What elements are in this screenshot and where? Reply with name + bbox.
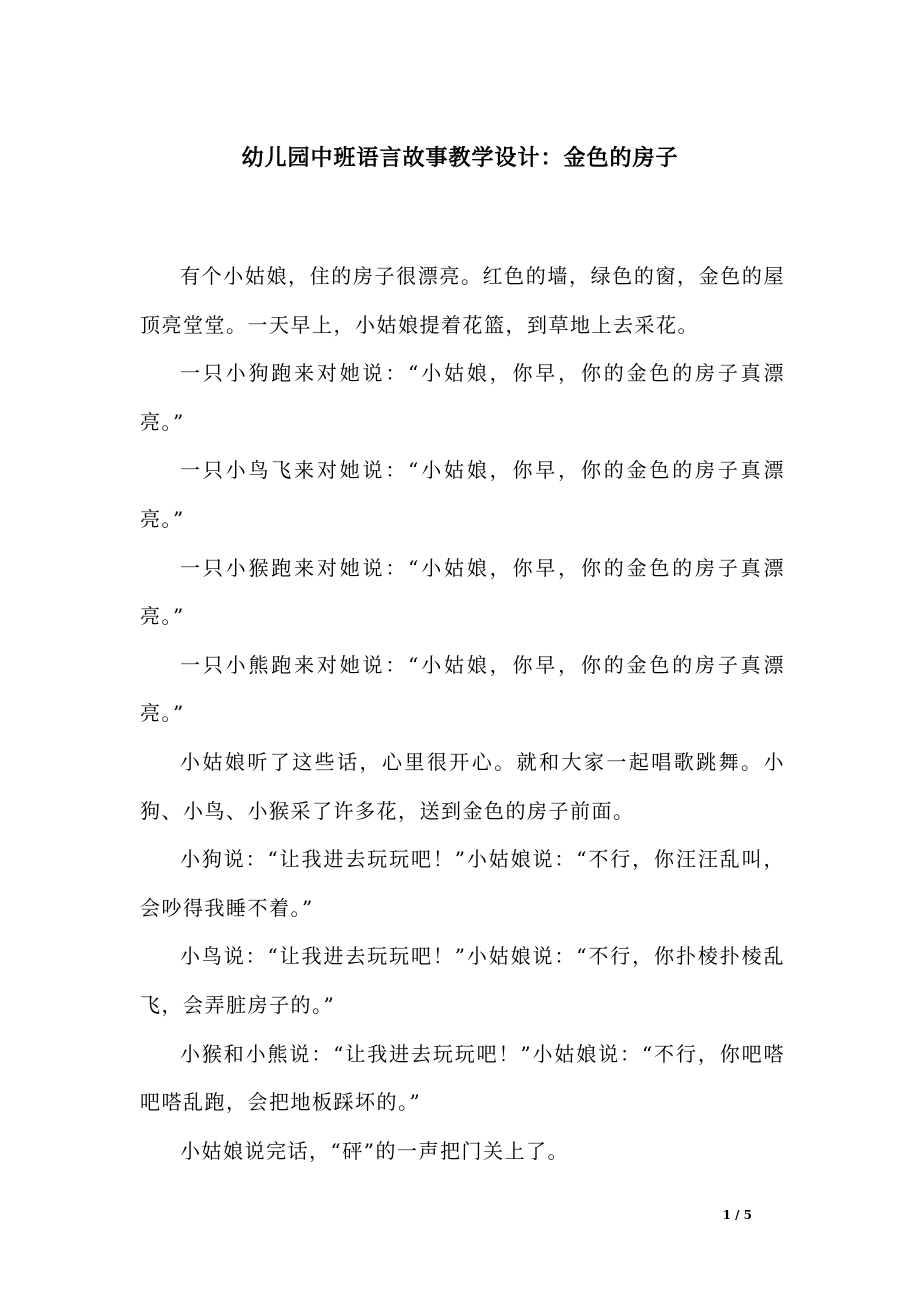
document-body — [140, 252, 785, 1175]
paragraph: 小姑娘说完话，“砰”的一声把门关上了。 — [180, 1138, 569, 1163]
paragraph: 一只小狗跑来对她说：“小姑娘，你早，你的金色的房子真漂亮。” — [140, 361, 785, 434]
page-number: 1 / 5 — [722, 1208, 752, 1222]
paragraph: 一只小熊跑来对她说：“小姑娘，你早，你的金色的房子真漂亮。” — [140, 652, 785, 726]
paragraph: 小姑娘听了这些话，心里很开心。就和大家一起唱歌跳舞。小狗、小鸟、小猴采了许多花，送到金色的房子前面。 — [140, 749, 785, 823]
paragraph: 一只小猴跑来对她说：“小姑娘，你早，你的金色的房子真漂亮。” — [140, 555, 785, 629]
paragraph: 小猴和小熊说：“让我进去玩玩吧！”小姑娘说：“不行，你吧嗒吧嗒乱跑，会把地板踩坏的。” — [140, 1041, 785, 1115]
document-title: 幼儿园中班语言故事教学设计：金色的房子 — [241, 145, 679, 171]
paragraph: 有个小姑娘，住的房子很漂亮。红色的墙，绿色的窗，金色的屋顶亮堂堂。一天早上，小姑娘提着花篮，到草地上去采花。 — [140, 264, 785, 337]
paragraph: 一只小鸟飞来对她说：“小姑娘，你早，你的金色的房子真漂亮。” — [140, 458, 785, 531]
paragraph: 小鸟说：“让我进去玩玩吧！”小姑娘说：“不行，你扑棱扑棱乱飞，会弄脏房子的。” — [140, 944, 785, 1017]
paragraph: 小狗说：“让我进去玩玩吧！”小姑娘说：“不行，你汪汪乱叫，会吵得我睡不着。” — [140, 847, 785, 920]
